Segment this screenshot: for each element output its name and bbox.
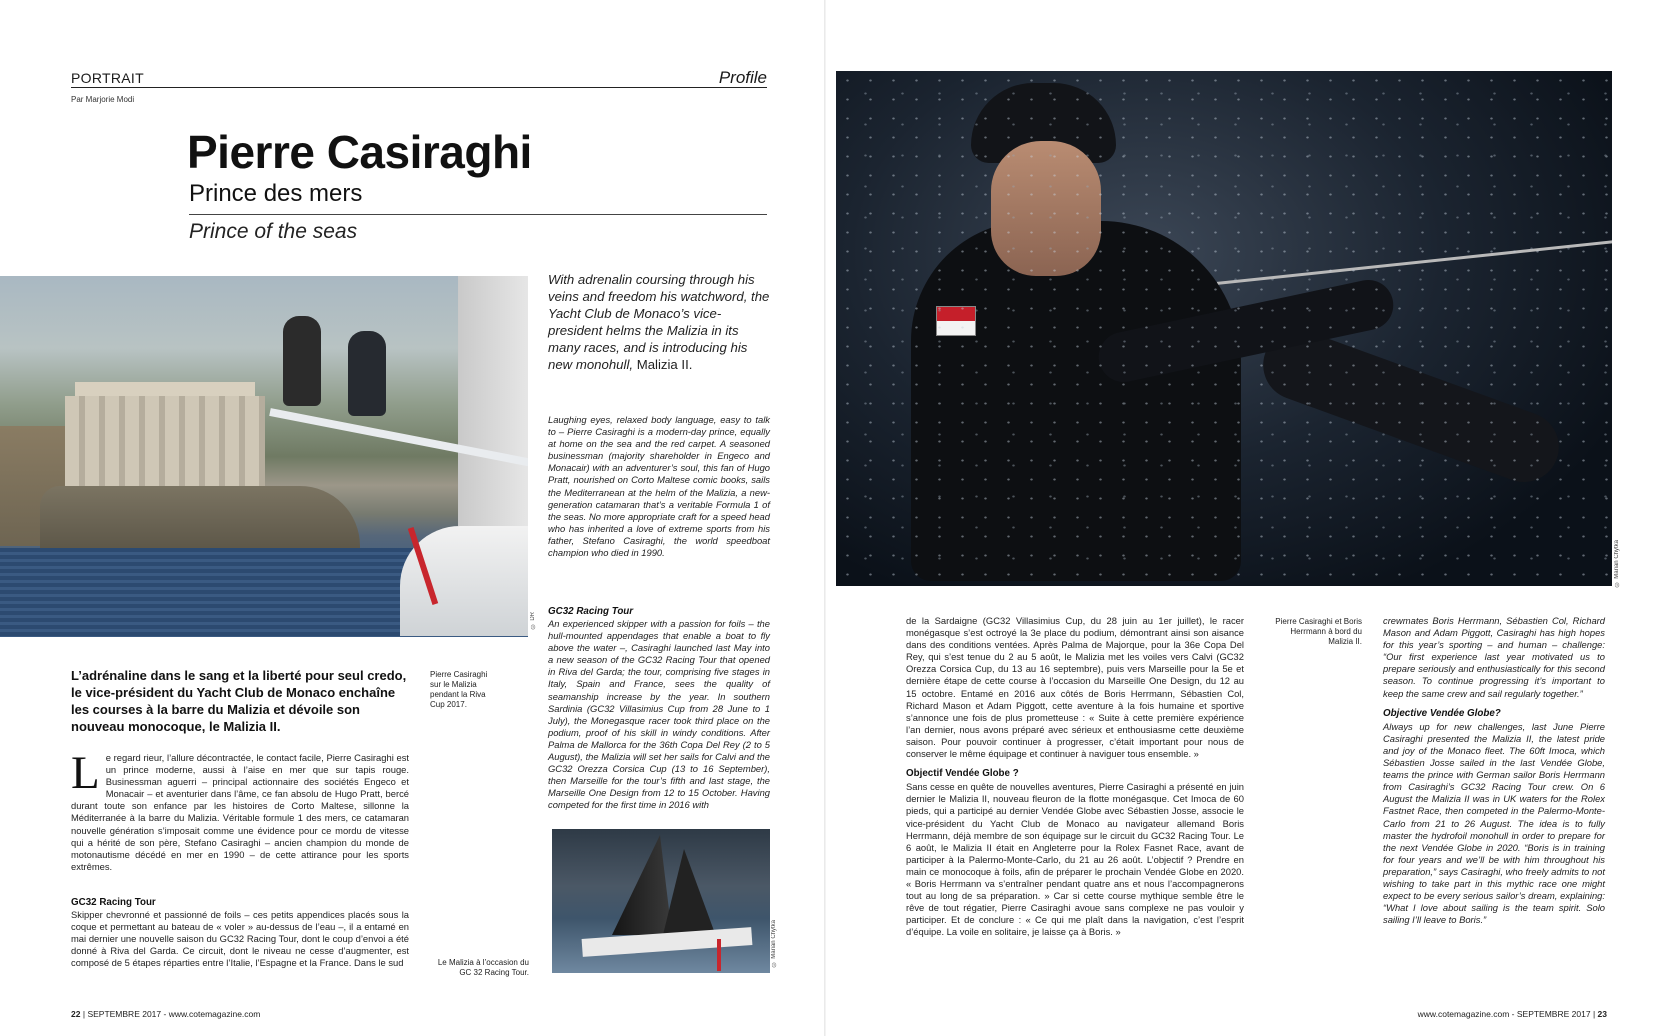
intro-fr-text: e regard rieur, l’allure décontractée, le contact facile, Pierre Casiraghi est un prince moderne, aussi à l’aise en mer que sur tapis rouge. Businessman aguerri – principal actionnaire des sociétés Engeco et Monacair – et aventurier dans l’âme, ce fan absolu de Hugo Pratt, bercé durant toute son enfance par les histoires de Corto Maltese, sillonne la Méditerranée à la barre du Malizia. Véritable formule 1 des mers, ce catamaran nouvelle génération s’imposait comme une évidence pour ce mordu de vitesse qui a hérité de son père, Stefano Casiraghi – ancien champion du monde de motonautisme décédé en mer en 1990 – de cette attirance pour les sports extrêmes. [71, 752, 409, 872]
footer-right-text: www.cotemagazine.com - SEPTEMBRE 2017 [1417, 1009, 1591, 1019]
section-label: PORTRAIT [71, 70, 144, 86]
photo-credit-portrait: © Marian Chytka [1614, 540, 1620, 587]
photo-malizia-race [552, 829, 770, 973]
caption-boat: Le Malizia à l’occasion du GC 32 Racing Tour. [437, 958, 529, 977]
footer-left-text: SEPTEMBRE 2017 - www.cotemagazine.com [87, 1009, 261, 1019]
body-fr-vendee: Sans cesse en quête de nouvelles aventures, Pierre Casiraghi a présenté en juin dernier le Malizia II, nouveau fleuron de la flotte monégasque. Cet Imoca de 60 pieds, qui a participé au dernier Vendée Globe avec Sébastien Josse, associe le vice-président du Yacht Club de Monaco au navigateur allemand Boris Herrmann, déjà membre de son équipage sur le circuit du GC32 Racing Tour. Le 6 août, le Malizia II était en Angleterre pour la Rolex Fasnet Race, avant de participer à la Palermo-Monte-Carlo, du 21 au 26 août. L’objectif ? Prendre en main ce monocoque à foils, afin de préparer le prochain Vendée Globe en 2020. « Boris Herrmann va s’entraîner pendant quatre ans et nous l’accompagnerons tout au long de sa préparation. » Car si cette course mythique semble être le rêve de tout régatier, Pierre Casiraghi avoue sans complexe ne pas vouloir y participer. Et de conclure : « Ce qui me plaît dans la navigation, c’est l’esprit d’équipe. La voile en solitaire, je laisse ça à Boris. » [906, 781, 1244, 938]
page-number-right: 23 [1597, 1009, 1607, 1019]
body-en-crewmates: crewmates Boris Herrmann, Sébastien Col, Richard Mason and Adam Piggott, Casiraghi has high hopes for this year’s sporting – and human – challenge: “Our first experience last year motivated us to prepare seriously and enthusiastically for this second season. To continue progressing it’s important to keep the same crew and sail regularly together.” [1383, 615, 1605, 699]
drop-cap: L [71, 747, 100, 799]
photo-portrait-casiraghi [836, 71, 1612, 586]
column-fr-1 [71, 893, 409, 969]
footer-separator-left: | [82, 1009, 86, 1019]
footer-separator-right: | [1592, 1009, 1596, 1019]
body-fr-sardinia: de la Sardaigne (GC32 Villasimius Cup, du 28 juin au 1er juillet), le racer monégasque s’est octroyé la 3e place du podium, démontrant ainsi son aisance dans des conditions ventées. Après Palma de Majorque, pour la 36e Copa Del Rey, qui s’est tenue du 2 au 5 août, le Malizia met les voiles vers Calvi (GC32 Orezza Corsica Cup, du 13 au 16 septembre), puis vers Marseille pour la 5e et dernière étape de cette course à l’occasion du Marseille One Design, du 12 au 15 octobre. Entamé en 2016 aux côtés de Boris Herrmann, Sébastien Col, Richard Mason et Adam Piggott, cette aventure à la fois humaine et sportive s’annonce une fois de plus prometteuse : « Suite à cette première expérience l’an dernier, nous avons préparé avec sérieux et enthousiasme cette deuxième saison. Pour pouvoir continuer à progresser, c’était important pour nous de conserver le même équipage et continuer à naviguer tous ensemble. » [906, 615, 1244, 760]
page-number-left: 22 [71, 1009, 81, 1019]
body-en-racing-tour: An experienced skipper with a passion for foils – the hull-mounted appendages that enable a boat to fly above the water –, Casiraghi launched last May into a new season of the GC32 Racing Tour that opened in Riva del Garda; the tour, comprising five stages in Italy, Spain and France, sees the quality of seamanship increase by the year. In southern Sardinia (GC32 Villasimius Cup from 28 June to 1 July), the Monegasque racer took third place on the podium, proof of his skill in windy conditions. After Palma de Mallorca for the 36th Copa Del Rey (2 to 5 August), the Malizia will set her sails for Calvi and the GC32 Orezza Corsica Cup (13 to 16 September), then Marseille for the tour’s fifth and last stage, the Marseille One Design from 12 to 15 October. Having competed for the first time in 2016 with [548, 618, 770, 811]
photo-credit-monaco: © DR [530, 612, 536, 629]
right-page [826, 0, 1666, 1036]
photo-credit-boat: © Marian Chytka [771, 920, 777, 967]
subhead-en-vendee: Objective Vendée Globe? [1383, 707, 1501, 719]
caption-monaco: Pierre Casiraghi sur le Malizia pendant la Riva Cup 2017. [430, 670, 488, 709]
intro-fr [71, 747, 409, 873]
subtitle-en: Prince of the seas [189, 220, 358, 243]
footer-right [1418, 1009, 1607, 1019]
body-fr-racing-tour: Skipper chevronné et passionné de foils – ces petits appendices placés sous la coque et permettant au bateau de « voler » au-dessus de l’eau –, il a entamé en mai dernier une nouvelle saison du GC32 Racing Tour, dont le coup d’envoi a été donné à Riva del Garda. Ce circuit, dont le niveau ne cesse d’augmenter, est composé de 5 étapes réparties entre l’Italie, l’Espagne et la France. Dans le sud [71, 909, 409, 969]
caption-portrait: Pierre Casiraghi et Boris Herrmann à bord du Malizia II. [1275, 617, 1362, 646]
lede-en-text: With adrenalin coursing through his veins and freedom his watchword, the Yacht Club de Monaco’s vice-president helms the Malizia in its many races, and is introducing his new monohull, [548, 272, 770, 372]
footer-left [71, 1009, 260, 1019]
subhead-en-racing-tour: GC32 Racing Tour [548, 606, 634, 617]
lede-fr: L’adrénaline dans le sang et la liberté pour seul credo, le vice-président du Yacht Club de Monaco enchaîne les courses à la barre du Malizia et dévoile son nouveau monocoque, le Malizia II. [71, 668, 407, 734]
body-en-vendee: Always up for new challenges, last June Pierre Casiraghi presented the Malizia II, the latest pride and joy of the Monaco fleet. The 60ft Imoca, which Sébastien Josse sailed in the last Vendée Globe, teams the prince with German sailor Boris Herrmann from Casiraghi’s GC32 Racing Tour crew. On 6 August the Malizia II was in UK waters for the Rolex Fastnet Race, then competed in the Palermo-Monte-Carlo from 21 to 26 August. The idea is to fully master the hydrofoil monohull in order to prepare for the next Vendée Globe in 2020. “Boris is in training for four years and we’ll be with him throughout his preparation,” says Casiraghi, who freely admits to not wishing to take part in this mythic race one might expect to be every serious sailor’s dream, explaining: “What I love about sailing is the team spirit. Solo sailing I’ll leave to Boris.” [1383, 720, 1605, 926]
byline: Par Marjorie Modi [71, 95, 135, 104]
column-en-1 [548, 602, 770, 812]
section-label-en: Profile [718, 68, 767, 87]
title-rule [189, 214, 767, 215]
lede-en-boat: Malizia II. [636, 357, 693, 372]
column-en-2 [1383, 615, 1605, 926]
column-fr-2 [906, 615, 1244, 938]
header-rule [71, 87, 767, 88]
article-title: Pierre Casiraghi [187, 126, 532, 178]
subtitle-fr: Prince des mers [189, 180, 363, 207]
intro-en: Laughing eyes, relaxed body language, easy to talk to – Pierre Casiraghi is a modern-day prince, equally at home on the sea and the red carpet. A seasoned businessman (majority shareholder in Engeco and Monacair) with an adventurer’s soul, this fan of Hugo Pratt, nourished on Corto Maltese comic books, sails the Mediterranean at the helm of the Malizia, a new-generation catamaran that’s a veritable Formula 1 of the seas. No more appropriate craft for a speed head who has inherited a love of extreme sports from his father, Stefano Casiraghi, the world speedboat champion who died in 1990. [548, 414, 770, 559]
photo-monaco-sailing [0, 276, 528, 637]
subhead-fr-vendee: Objectif Vendée Globe ? [906, 768, 1019, 780]
subhead-fr-racing-tour: GC32 Racing Tour [71, 897, 156, 908]
lede-en [548, 271, 770, 373]
left-page [0, 0, 826, 1036]
